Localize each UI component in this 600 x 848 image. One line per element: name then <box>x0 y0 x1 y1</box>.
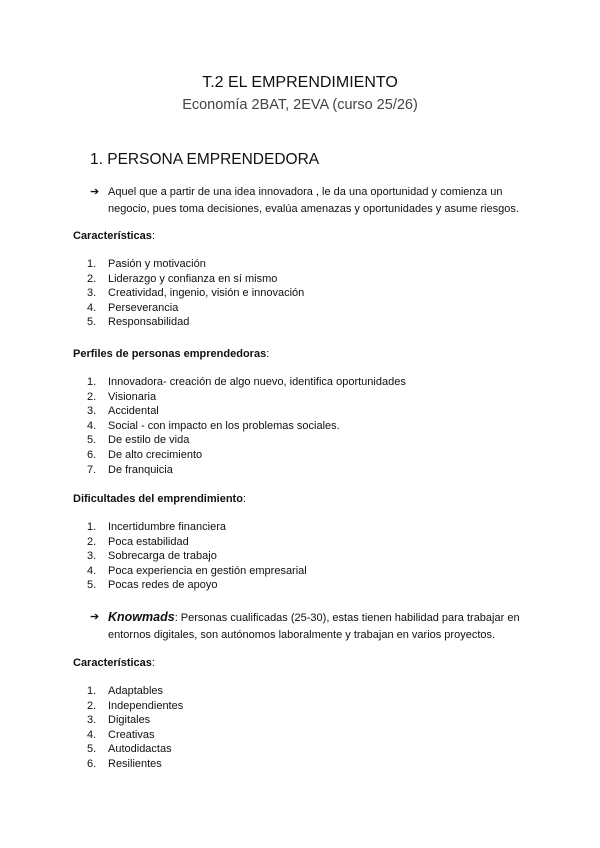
page-title: T.2 EL EMPRENDIMIENTO <box>202 74 398 91</box>
list-number: 1. <box>87 685 97 697</box>
knowmads-description: : Personas cualificadas (25-30), estas tienen habilidad para trabajar en entornos digitales, son autónomos laboralmente y trabajan en varios proyectos. <box>108 612 520 641</box>
arrow-icon: ➔ <box>90 186 100 198</box>
list-number: 5. <box>87 434 97 447</box>
list-number: 7. <box>87 463 97 476</box>
list-item-text: Accidental <box>108 405 159 418</box>
list-number: 2. <box>87 390 97 403</box>
list-item-text: Poca estabilidad <box>108 535 189 548</box>
list-item <box>87 404 406 419</box>
perfiles-list <box>87 375 406 477</box>
list-number: 1. <box>87 258 97 270</box>
list-number: 6. <box>87 448 97 461</box>
list-item-text: Social - con impacto en los problemas sociales. <box>108 419 340 432</box>
list-item <box>87 728 183 743</box>
list-item <box>87 549 307 564</box>
knowmads-term: Knowmads <box>108 610 175 624</box>
caracteristicas-list <box>87 257 304 330</box>
list-item <box>87 742 183 757</box>
list-item <box>87 684 183 699</box>
list-number: 4. <box>87 301 97 314</box>
list-number: 2. <box>87 272 97 285</box>
dificultades-list <box>87 520 307 593</box>
list-item-text: Innovadora- creación de algo nuevo, identifica oportunidades <box>108 376 406 388</box>
list-item-text: Sobrecarga de trabajo <box>108 550 217 563</box>
list-item-text: De alto crecimiento <box>108 448 203 461</box>
list-item-text: Resilientes <box>108 757 162 770</box>
list-item-text: Creativas <box>108 728 155 741</box>
arrow-icon: ➔ <box>90 611 100 623</box>
definition-paragraph <box>90 184 540 218</box>
list-item-text: Creatividad, ingenio, visión e innovación <box>108 287 305 300</box>
list-number: 4. <box>87 419 97 432</box>
dificultades-label: Dificultades del emprendimiento: <box>73 493 246 505</box>
list-number: 4. <box>87 728 97 741</box>
list-item <box>87 419 406 434</box>
list-item <box>87 564 307 579</box>
list-item-text: Incertidumbre financiera <box>108 521 227 533</box>
list-item-text: Perseverancia <box>108 301 179 314</box>
list-item-text: De estilo de vida <box>108 434 190 447</box>
list-item <box>87 390 406 405</box>
list-item <box>87 520 307 535</box>
list-item-text: Liderazgo y confianza en sí mismo <box>108 272 278 285</box>
caracteristicas-label: Características: <box>73 230 155 242</box>
list-item <box>87 301 304 316</box>
knowmads-paragraph <box>90 609 540 644</box>
list-item-text: Autodidactas <box>108 743 172 756</box>
list-number: 1. <box>87 376 97 388</box>
list-number: 3. <box>87 287 97 300</box>
list-item-text: Independientes <box>108 699 184 712</box>
list-item-text: Pocas redes de apoyo <box>108 579 218 592</box>
definition-text: Aquel que a partir de una idea innovadora , le da una oportunidad y comienza un negocio, pues toma decisiones, evalúa amenazas y oportunidades y asume riesgos. <box>108 186 519 215</box>
list-number: 1. <box>87 521 97 533</box>
list-number: 5. <box>87 579 97 592</box>
list-number: 4. <box>87 564 97 577</box>
caracteristicas2-label: Características: <box>73 657 155 669</box>
list-item <box>87 535 307 550</box>
list-item <box>87 757 183 772</box>
list-item <box>87 699 183 714</box>
list-item-text: Pasión y motivación <box>108 258 206 270</box>
list-item <box>87 578 307 593</box>
list-number: 3. <box>87 714 97 727</box>
list-number: 6. <box>87 757 97 770</box>
list-item <box>87 315 304 330</box>
list-item <box>87 448 406 463</box>
list-item <box>87 713 183 728</box>
list-item-text: Visionaria <box>108 390 157 403</box>
list-item <box>87 433 406 448</box>
list-item-text: Poca experiencia en gestión empresarial <box>108 564 307 577</box>
list-item <box>87 375 406 390</box>
list-item <box>87 272 304 287</box>
list-number: 5. <box>87 743 97 756</box>
page-subtitle: Economía 2BAT, 2EVA (curso 25/26) <box>182 97 418 113</box>
list-number: 3. <box>87 550 97 563</box>
perfiles-label: Perfiles de personas emprendedoras: <box>73 348 270 360</box>
list-number: 2. <box>87 699 97 712</box>
list-item <box>87 257 304 272</box>
list-item <box>87 286 304 301</box>
caracteristicas2-list <box>87 684 183 772</box>
list-item-text: Digitales <box>108 714 151 727</box>
section-heading: 1. PERSONA EMPRENDEDORA <box>90 151 320 168</box>
list-item <box>87 463 406 478</box>
list-item-text: De franquicia <box>108 463 173 476</box>
list-number: 2. <box>87 535 97 548</box>
list-number: 3. <box>87 405 97 418</box>
list-item-text: Adaptables <box>108 685 164 697</box>
list-number: 5. <box>87 316 97 329</box>
knowmads-text <box>108 609 540 644</box>
list-item-text: Responsabilidad <box>108 316 190 329</box>
